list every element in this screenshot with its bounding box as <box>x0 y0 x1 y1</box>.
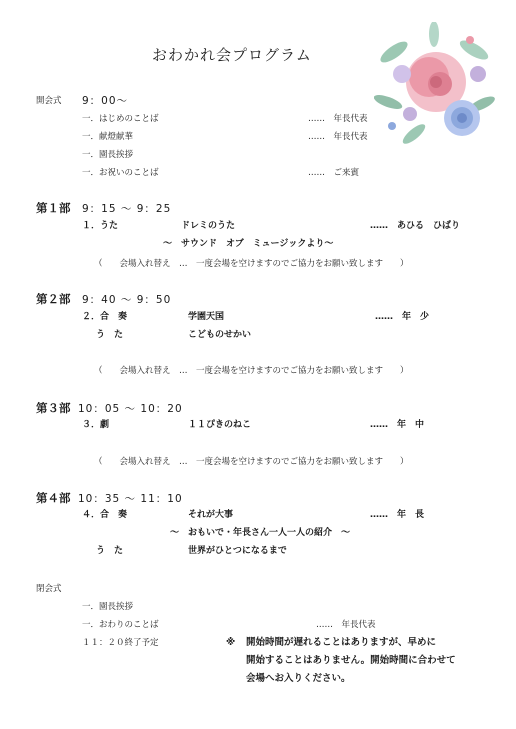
changeover-note: （ 会場入れ替え … 一度会場を空けますのでご協力をお願い致します ） <box>94 259 409 269</box>
program-performer: …… 年 長 <box>370 510 425 520</box>
program-number: う た <box>96 330 124 340</box>
program-performer: …… あひる ひばり <box>370 221 461 231</box>
program-title: 学園天国 <box>188 312 225 322</box>
program-number: ２．合 奏 <box>82 312 128 322</box>
end-time: １１：２０終了予定 <box>82 638 159 648</box>
part-heading: 第４部 <box>36 491 71 505</box>
opening-label: 開会式 <box>36 96 62 106</box>
flower-bouquet-icon <box>374 22 498 154</box>
closing-label: 閉会式 <box>36 584 62 594</box>
program-title: ドレミのうた <box>181 221 236 231</box>
program-title: 世界がひとつになるまで <box>188 546 287 556</box>
part-heading: 第３部 <box>36 401 71 415</box>
part-time: 9：15 ～ 9：25 <box>82 203 172 215</box>
program-subtitle: ～ サウンド オブ ミュージックより～ <box>163 239 334 249</box>
part-time: 10：35 ～ 11：10 <box>78 493 183 505</box>
opening-item: 一．はじめのことば <box>82 114 159 124</box>
notice-line: 会場へお入りください。 <box>246 673 351 684</box>
program-performer: …… 年 少 <box>375 312 430 322</box>
notice-mark: ※ <box>226 637 236 648</box>
program-number: ３．劇 <box>82 420 110 430</box>
program-number: ４．合 奏 <box>82 510 128 520</box>
closing-item: 一．園長挨拶 <box>82 602 134 612</box>
part-time: 10：05 ～ 10：20 <box>78 403 183 415</box>
changeover-note: （ 会場入れ替え … 一度会場を空けますのでご協力をお願い致します ） <box>94 366 409 376</box>
program-title: それが大事 <box>188 510 234 520</box>
part-heading: 第２部 <box>36 292 71 306</box>
opening-item-performer: …… 年長代表 <box>308 132 368 142</box>
program-performer: …… 年 中 <box>370 420 425 430</box>
opening-item: 一．お祝いのことば <box>82 168 159 178</box>
changeover-note: （ 会場入れ替え … 一度会場を空けますのでご協力をお願い致します ） <box>94 457 409 467</box>
page-title: おわかれ会プログラム <box>152 46 312 64</box>
part-time: 9：40 ～ 9：50 <box>82 294 172 306</box>
program-number: う た <box>96 546 124 556</box>
opening-item-performer: …… ご来賓 <box>308 168 360 178</box>
closing-item: 一．おわりのことば <box>82 620 159 630</box>
notice-line: 開始時間が遅れることはありますが、早めに <box>246 637 437 648</box>
part-heading: 第１部 <box>36 201 71 215</box>
program-title: こどものせかい <box>188 330 252 340</box>
notice-line: 開始することはありません。開始時間に合わせて <box>246 655 456 666</box>
program-title: １１ぴきのねこ <box>188 420 252 430</box>
opening-item: 一．園長挨拶 <box>82 150 134 160</box>
program-number: １．うた <box>82 221 119 231</box>
program-subtitle: ～ おもいで・年長さん一人一人の紹介 ～ <box>170 528 351 538</box>
opening-time: 9：00～ <box>82 95 129 107</box>
opening-item: 一．献燈献華 <box>82 132 134 142</box>
opening-item-performer: …… 年長代表 <box>308 114 368 124</box>
closing-item-performer: …… 年長代表 <box>316 620 376 630</box>
